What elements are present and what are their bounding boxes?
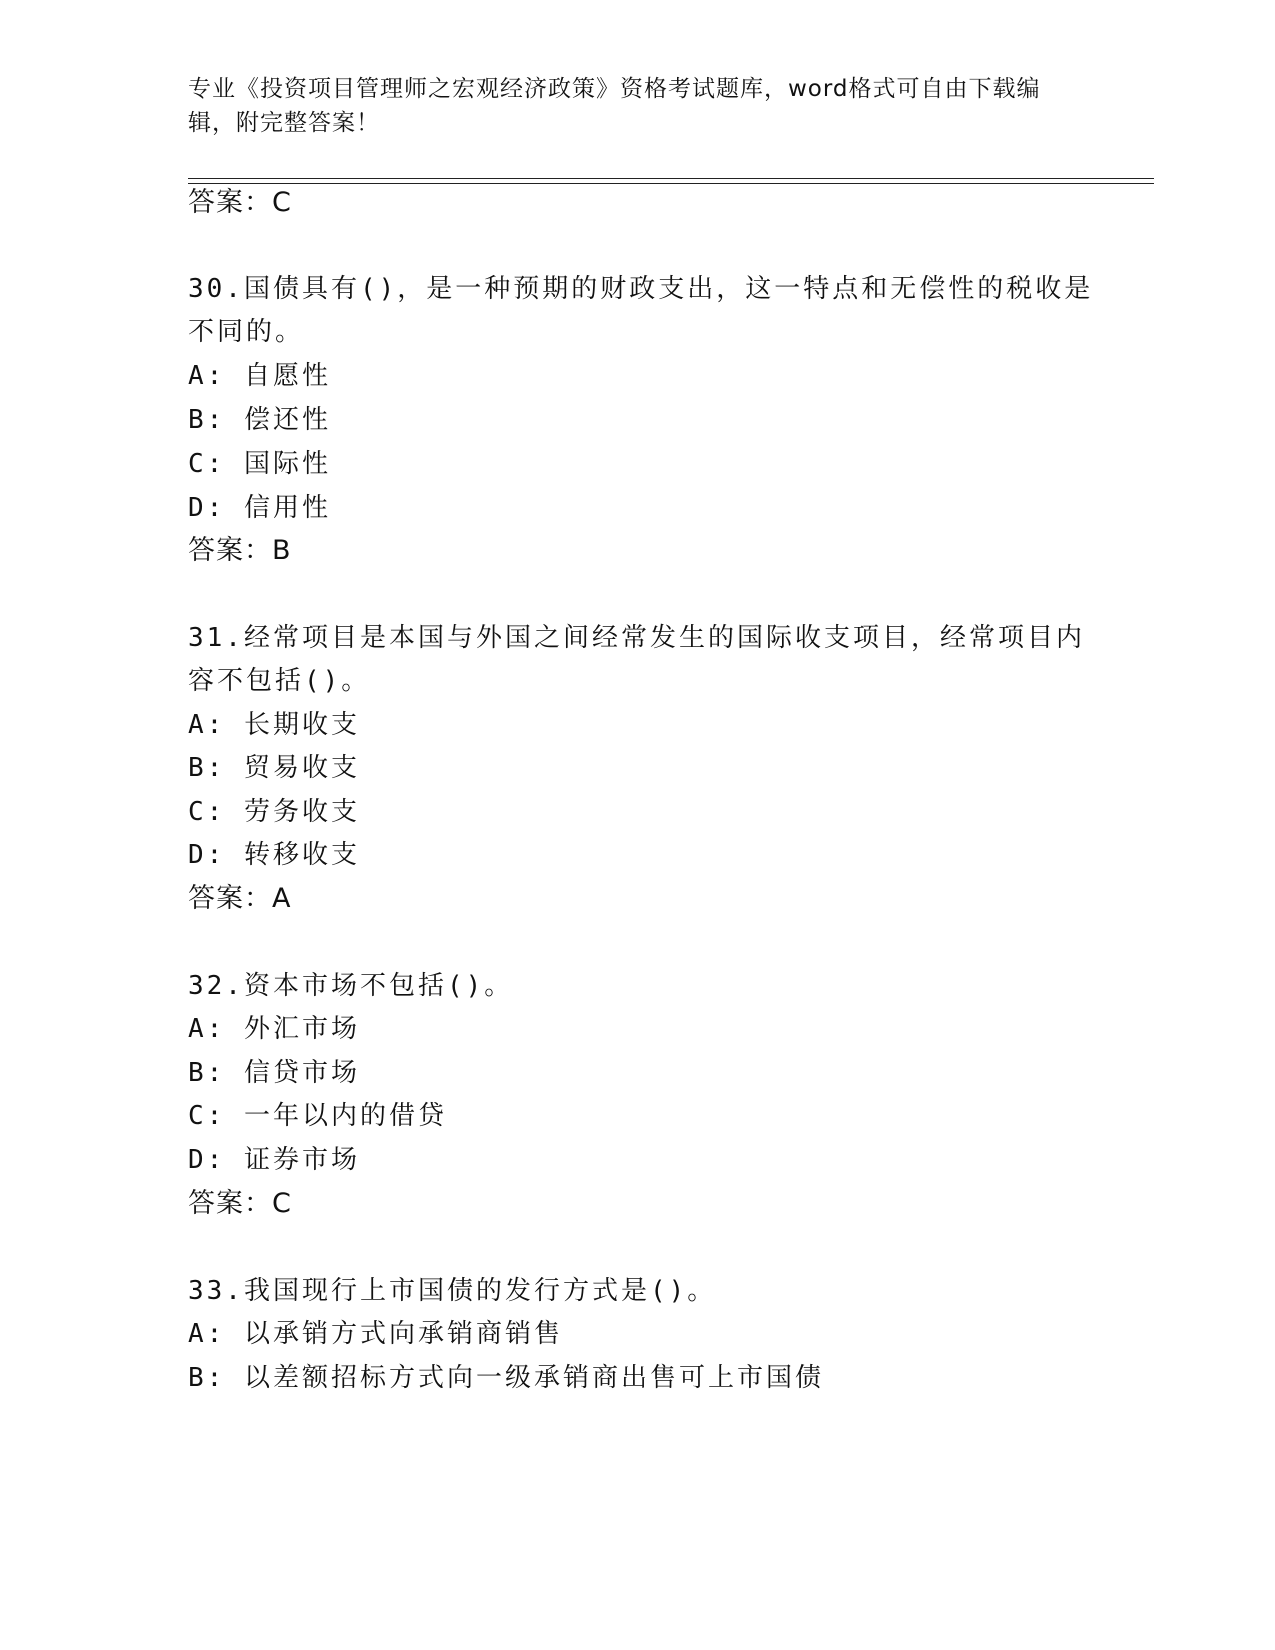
- question-32-option-a: A: 外汇市场: [188, 1014, 360, 1044]
- question-32-text: 32.资本市场不包括()。: [188, 971, 514, 1001]
- question-33-text: 33.我国现行上市国债的发行方式是()。: [188, 1276, 717, 1306]
- question-31-option-d: D: 转移收支: [188, 840, 360, 870]
- answer-line: 答案：C: [188, 187, 292, 218]
- question-32-option-d: D: 证券市场: [188, 1145, 360, 1175]
- question-31-answer: 答案：A: [188, 883, 292, 914]
- question-30-answer: 答案：B: [188, 535, 292, 566]
- question-33-option-b: B: 以差额招标方式向一级承销商出售可上市国债: [188, 1363, 824, 1393]
- question-30-option-d: D: 信用性: [188, 493, 331, 523]
- question-30-text: 30.国债具有()，是一种预期的财政支出，这一特点和无偿性的税收是: [188, 274, 1094, 304]
- question-30-option-a: A: 自愿性: [188, 361, 331, 391]
- question-30-option-b: B: 偿还性: [188, 405, 331, 435]
- question-30-option-c: C: 国际性: [188, 449, 331, 479]
- question-31-text-cont: 容不包括()。: [188, 666, 371, 696]
- header-line-1: 专业《投资项目管理师之宏观经济政策》资格考试题库，word格式可自由下载编: [188, 76, 1041, 102]
- question-33-option-a: A: 以承销方式向承销商销售: [188, 1319, 563, 1349]
- question-31-option-c: C: 劳务收支: [188, 797, 360, 827]
- question-31-option-b: B: 贸易收支: [188, 753, 360, 783]
- question-31-text: 31.经常项目是本国与外国之间经常发生的国际收支项目，经常项目内: [188, 623, 1085, 653]
- header-divider-bottom: [188, 183, 1154, 184]
- question-31-option-a: A: 长期收支: [188, 710, 360, 740]
- question-32-option-c: C: 一年以内的借贷: [188, 1101, 447, 1131]
- question-32-option-b: B: 信贷市场: [188, 1058, 360, 1088]
- question-30-text-cont: 不同的。: [188, 317, 305, 347]
- document-header: [188, 72, 1068, 140]
- question-32-answer: 答案：C: [188, 1188, 292, 1219]
- header-divider-top: [188, 178, 1154, 179]
- header-line-2: 辑，附完整答案！: [188, 110, 380, 136]
